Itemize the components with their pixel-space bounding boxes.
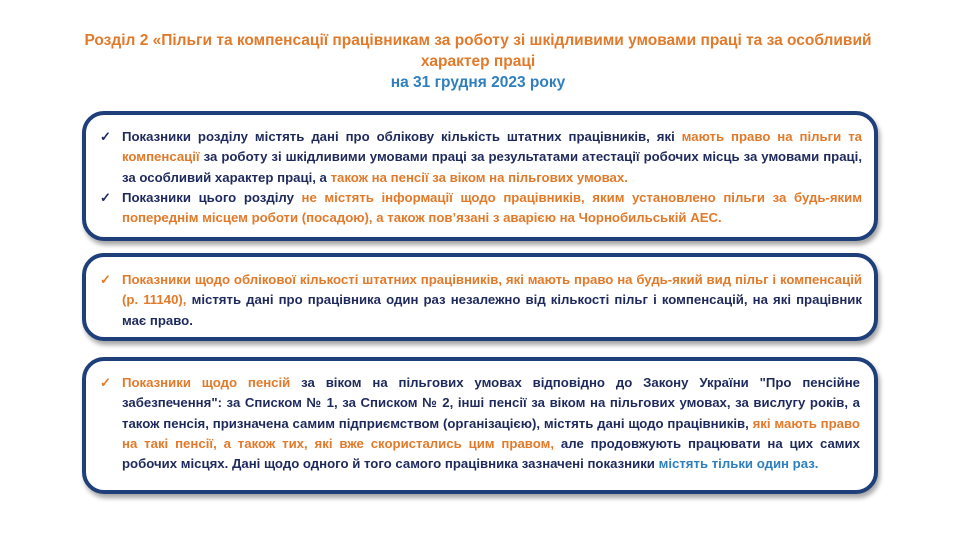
list-item (100, 127, 862, 188)
text-segment: за роботу зі шкідливими умовами праці за результатами атестації робочих місць за умовами праці, за особливий характер праці, а (122, 149, 862, 185)
text-segment: Показники цього розділу (122, 189, 302, 205)
check-icon: ✓ (100, 272, 111, 287)
highlight-text: не містять інформації щодо працівників, яким установлено пільги за будь-яким попереднім місцем роботи (посадою), а також пов’язані з аварією на Чорнобильській АЕС. (122, 189, 862, 226)
highlight-text: Показники щодо пенсій (122, 375, 291, 390)
highlight-text-blue: містять тільки один раз. (658, 456, 819, 472)
highlight-text: мають право на пільги та компенсації (122, 129, 862, 165)
title-line-1: Розділ 2 «Пільги та компенсації працівникам за роботу зі шкідливими умовами праці та за особливий характер праці (84, 32, 872, 70)
title-line-2: на 31 грудня 2023 року (390, 74, 566, 91)
check-icon: ✓ (100, 189, 111, 205)
text-segment: Показники розділу містять дані про облікову кількість штатних працівників, які (122, 129, 682, 144)
info-box-scope (82, 111, 878, 241)
list-item (100, 373, 860, 474)
text-segment: але продовжують працювати на цих самих робочих місцях. Дані щодо одного й того самого працівника зазначені показники (122, 435, 860, 472)
info-box-pensions (82, 357, 878, 494)
highlight-text: Показники щодо облікової кількості штатних працівників, які мають право на будь-який вид пільг і компенсацій (р. 11140), (122, 272, 862, 308)
info-box-count (82, 253, 878, 341)
check-icon: ✓ (100, 129, 111, 144)
list-item (100, 270, 862, 331)
text-segment: за віком на пільгових умовах відповідно до Закону України "Про пенсійне забезпечення": за Списком № 1, за Списком № 2, інші пенсії за віком на пільгових умовах, за вислугу років, а також пенсія, призначена самим підприємством (організацією), містять дані щодо працівників, (122, 375, 860, 431)
highlight-text: також на пенсії за віком на пільгових умовах. (330, 169, 628, 185)
page-title (60, 30, 896, 93)
highlight-text: які мають право на такі пенсії, а також тих, які вже скористались цим правом, (122, 415, 860, 451)
text-segment: містять дані про працівника один раз незалежно від кількості пільг і компенсацій, на які працівник має право. (122, 292, 862, 328)
check-icon: ✓ (100, 375, 111, 390)
list-item (100, 188, 862, 229)
